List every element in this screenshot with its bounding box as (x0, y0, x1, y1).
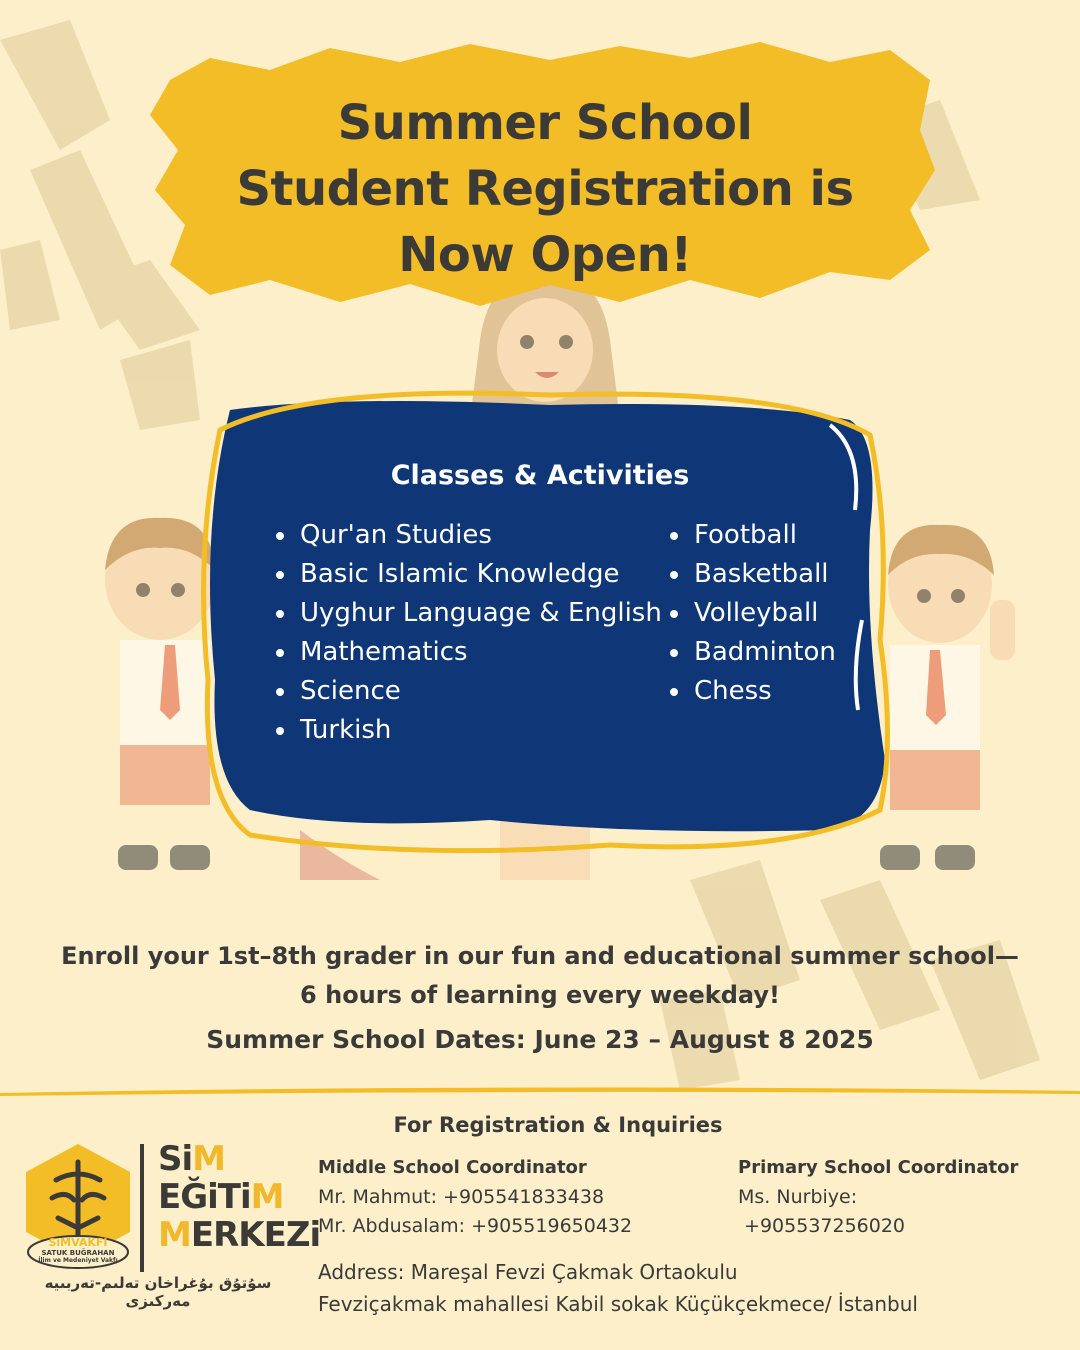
primary-coordinator-title: Primary School Coordinator (738, 1157, 1019, 1178)
list-item: Chess (670, 672, 836, 711)
address (318, 1256, 918, 1320)
enroll-text: Enroll your 1st–8th grader in our fun and educational summer school— 6 hours of learning every weekday! (61, 942, 1019, 1009)
list-item: Volleyball (670, 594, 836, 633)
inquiries-title: For Registration & Inquiries (393, 1113, 723, 1137)
title-banner (150, 40, 940, 310)
middle-coordinator-title: Middle School Coordinator (318, 1157, 587, 1178)
activities-list (670, 516, 836, 711)
logo-word-1b: M (192, 1139, 225, 1179)
logo-word-3a: M (158, 1215, 191, 1255)
classes-panel (190, 380, 900, 870)
logo-word-2b: M (250, 1177, 284, 1217)
address-line-1: Address: Mareşal Fevzi Çakmak Ortaokulu (318, 1260, 738, 1284)
list-item: Science (276, 672, 662, 711)
logo-wordmark (158, 1140, 320, 1254)
middle-coordinator-line-1: Mr. Mahmut: +905541833438 (318, 1186, 605, 1208)
divider (0, 1085, 1080, 1097)
middle-coordinator-line-2: Mr. Abdusalam: +905519650432 (318, 1215, 633, 1237)
list-item: Qur'an Studies (276, 516, 662, 555)
classes-list (276, 516, 662, 750)
primary-coordinator-line-2: +905537256020 (738, 1215, 906, 1237)
page-title: Summer School Student Registration is Now Open! (236, 95, 854, 283)
logo-word-2a: EĞiTi (158, 1177, 251, 1217)
list-item: Badminton (670, 633, 836, 672)
logo-hex-name: SiMVAKFI (48, 1236, 108, 1249)
primary-coordinator-line-1: Ms. Nurbiye: (738, 1186, 858, 1208)
list-item: Basketball (670, 555, 836, 594)
logo-word-1a: Si (158, 1139, 193, 1179)
list-item: Basic Islamic Knowledge (276, 555, 662, 594)
list-item: Mathematics (276, 633, 662, 672)
address-line-2: Fevziçakmak mahallesi Kabil sokak Küçükçekmece/ İstanbul (318, 1292, 918, 1316)
classes-heading: Classes & Activities (390, 460, 690, 491)
logo-hex-sub-1: SATUK BUĞRAHAN (41, 1249, 115, 1257)
logo-word-3b: ERKEZi (190, 1215, 321, 1255)
list-item: Football (670, 516, 836, 555)
logo-divider (140, 1144, 144, 1272)
dates-text: Summer School Dates: June 23 – August 8 2025 (206, 1025, 874, 1054)
logo-arabic-text: سۇتۇق بۇغراخان تەلىم-تەربىيە مەركىزى (44, 1274, 272, 1310)
logo-hex-sub-2: İlim ve Medeniyet Vakfı (38, 1257, 118, 1264)
list-item: Uyghur Language & English (276, 594, 662, 633)
list-item: Turkish (276, 711, 662, 750)
